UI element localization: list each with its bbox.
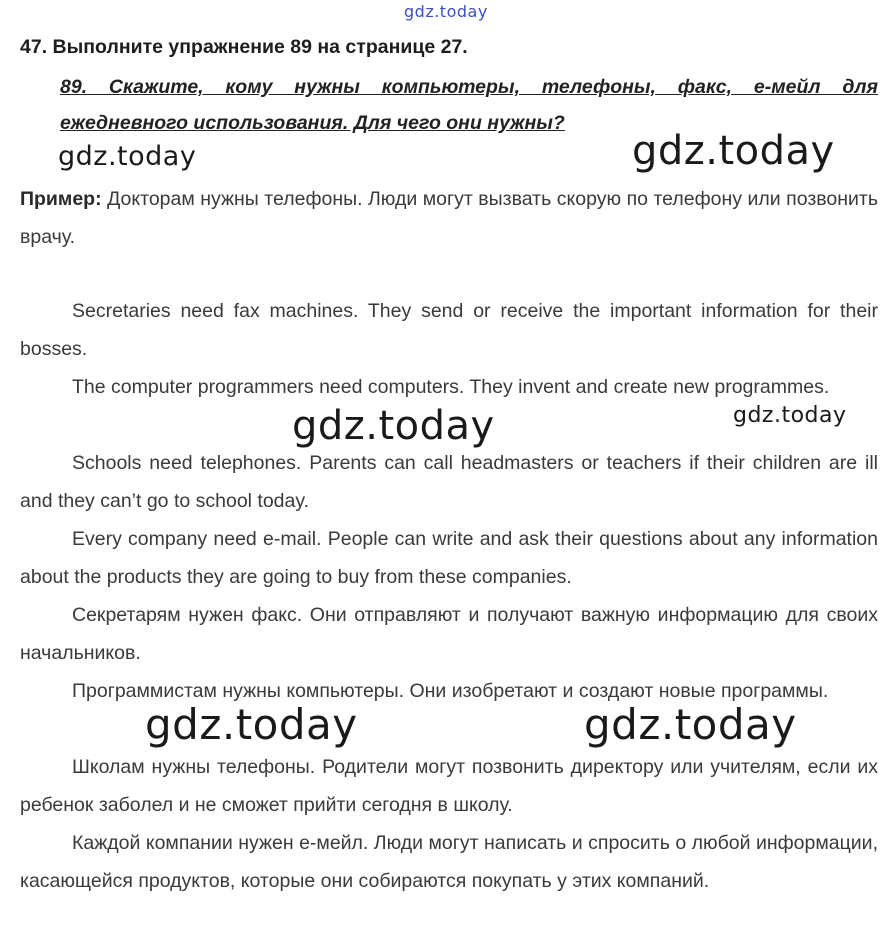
answer-paragraph: Schools need telephones. Parents can call headmasters or teachers if their children are ill and they can’t go to school today. xyxy=(20,452,878,512)
answer-paragraph: Секретарям нужен факс. Они отправляют и получают важную информацию для своих начальников. xyxy=(20,604,878,664)
example-paragraph xyxy=(20,180,878,256)
example-text: Докторам нужны телефоны. Люди могут вызвать скорую по телефону или позвонить врачу. xyxy=(20,188,879,248)
answer-paragraph: The computer programmers need computers. They invent and create new programmes. xyxy=(72,376,830,398)
watermark-link: gdz.today xyxy=(404,2,488,21)
answer-paragraph: Secretaries need fax machines. They send or receive the important information for their bosses. xyxy=(20,300,878,360)
answer-paragraph: Школам нужны телефоны. Родители могут позвонить директору или учителям, если их ребенок заболел и не сможет прийти сегодня в школу. xyxy=(20,756,878,816)
watermark: gdz.today xyxy=(145,700,358,749)
watermark: gdz.today xyxy=(584,700,797,749)
watermark: gdz.today xyxy=(733,403,847,428)
task-text: 89. Скажите, кому нужны компьютеры, телефоны, факс, е-мейл для ежедневного использования. Для чего они нужны? xyxy=(60,76,878,134)
answer-paragraph: Программистам нужны компьютеры. Они изобретают и создают новые программы. xyxy=(72,680,829,702)
answer-paragraph: Every company need e-mail. People can write and ask their questions about any information about the products they are going to buy from these companies. xyxy=(20,528,878,588)
watermark: gdz.today xyxy=(292,403,495,449)
watermark: gdz.today xyxy=(632,128,835,174)
watermark: gdz.today xyxy=(58,141,197,172)
answer-paragraph: Каждой компании нужен е-мейл. Люди могут написать и спросить о любой информации, касающейся продуктов, которые они собираются покупать у этих компаний. xyxy=(20,832,878,892)
example-label: Пример: xyxy=(20,188,102,210)
exercise-heading: 47. Выполните упражнение 89 на странице 27. xyxy=(20,36,468,58)
